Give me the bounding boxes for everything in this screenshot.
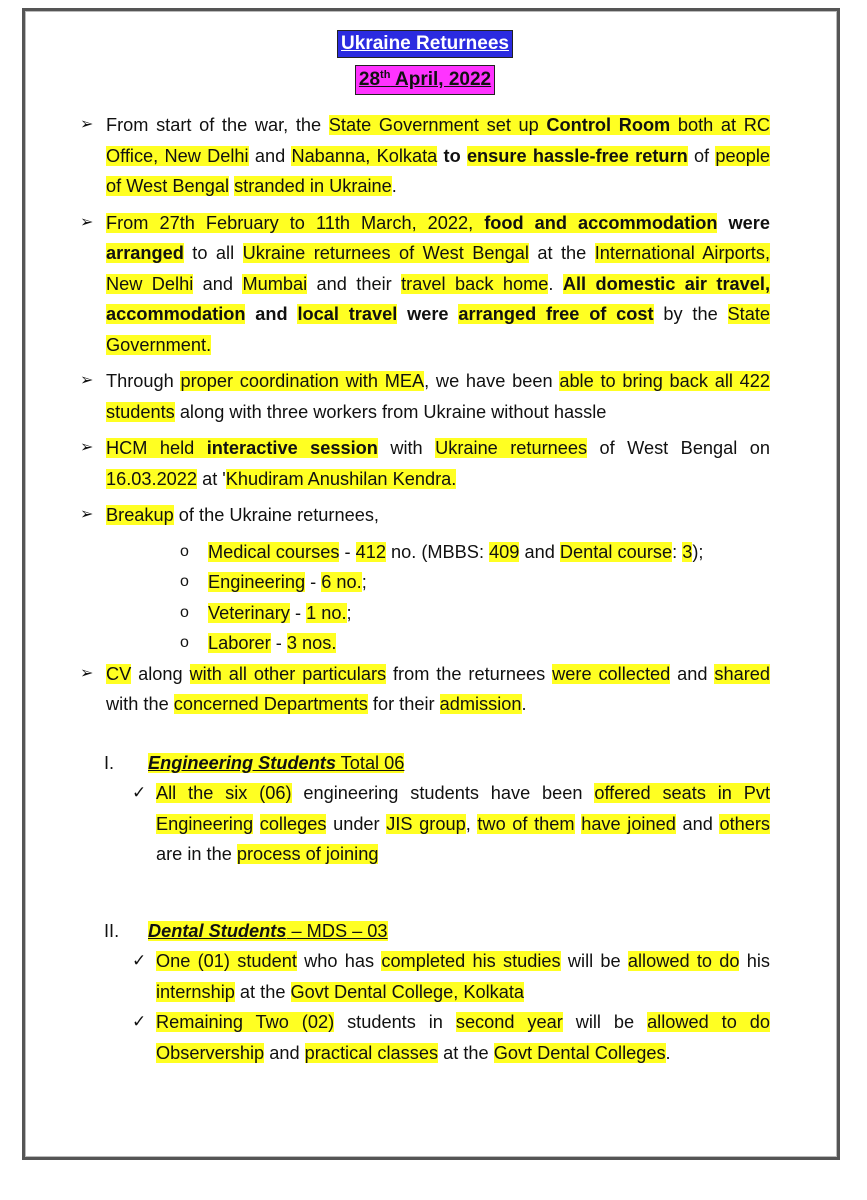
text-run: offered seats in Pvt Engineering xyxy=(156,783,770,834)
arrow-bullet-icon: ➢ xyxy=(80,439,94,456)
sections xyxy=(80,748,770,1069)
text-run: at the xyxy=(528,243,595,263)
bullet-item xyxy=(80,208,770,361)
text-run: Nabanna, Kolkata xyxy=(291,145,438,166)
text-run: 3 nos. xyxy=(286,633,337,653)
text-run: Ukraine returnees of West Bengal xyxy=(242,243,529,263)
text-run: 3 xyxy=(682,541,693,562)
bullet-item xyxy=(80,433,770,494)
text-run: ensure hassle-free return xyxy=(466,145,688,166)
text-run: 6 no. xyxy=(321,572,362,592)
text-run: by the xyxy=(653,304,728,324)
text-run: , we have been xyxy=(424,371,560,391)
checkmark-icon: ✓ xyxy=(132,1012,147,1031)
text-run: Breakup xyxy=(106,505,174,525)
text-run: - xyxy=(289,602,307,623)
text-run: allowed to do Observership xyxy=(156,1012,770,1063)
check-item xyxy=(80,1007,770,1068)
text-run: All the six (06) xyxy=(156,783,292,803)
text-run: and xyxy=(675,813,720,834)
text-run: ; xyxy=(361,572,367,592)
text-run: ); xyxy=(692,541,704,562)
text-run: ; xyxy=(346,602,352,623)
text-run: no. (MBBS: xyxy=(385,541,490,562)
breakup-item xyxy=(180,537,770,568)
text-run: with all other particulars xyxy=(189,663,387,684)
text-run: both at RC Office, New Delhi xyxy=(106,115,771,166)
text-run: All domestic air travel, xyxy=(562,273,771,294)
bullet-item xyxy=(80,110,770,202)
check-item xyxy=(80,778,770,870)
cv-bullet-wrap xyxy=(80,659,770,720)
text-run: allowed to do xyxy=(627,951,740,971)
document-body xyxy=(80,28,770,1068)
checkmark-icon: ✓ xyxy=(132,783,147,802)
text-run: engineering students have been xyxy=(291,783,595,803)
document-date xyxy=(355,65,495,95)
breakup-list xyxy=(80,537,770,659)
text-run: From 27th February to 11th March, 2022, xyxy=(106,212,485,233)
text-run: process of joining xyxy=(236,844,379,864)
text-run: of West Bengal on xyxy=(587,438,770,458)
text-run: will be xyxy=(562,1012,648,1032)
text-run: colleges xyxy=(259,813,327,834)
text-run: - xyxy=(339,541,356,562)
text-run: students in xyxy=(334,1012,456,1032)
text-run: along with three workers from Ukraine without hassle xyxy=(174,401,607,422)
section-numeral: II. xyxy=(104,920,120,941)
text-run: Medical courses xyxy=(208,541,340,562)
text-run: HCM held xyxy=(106,438,207,458)
text-run: people of West Bengal xyxy=(106,145,770,196)
bullet-text xyxy=(106,371,770,422)
text-run: Engineering xyxy=(208,572,306,592)
text-run: 16.03.2022 xyxy=(106,468,198,489)
date-rest: April, 2022 xyxy=(390,69,492,90)
text-run: . xyxy=(521,694,527,714)
text-run: at the xyxy=(438,1042,494,1063)
circle-bullet-icon: o xyxy=(180,542,189,560)
text-run: arranged free of cost xyxy=(458,304,654,324)
text-run: Remaining Two (02) xyxy=(156,1012,335,1032)
text-run: and xyxy=(519,541,560,562)
text-run: to all xyxy=(183,243,243,263)
section-heading xyxy=(80,748,770,779)
checkmark-icon: ✓ xyxy=(132,951,147,970)
breakup-item xyxy=(180,567,770,598)
text-run: One (01) student xyxy=(156,951,297,971)
text-run: and their xyxy=(307,273,402,294)
text-run: CV xyxy=(106,663,132,684)
text-run: Ukraine returnees xyxy=(435,438,588,458)
text-run: will be xyxy=(560,951,628,971)
text-run: . xyxy=(665,1042,671,1063)
text-run: Govt Dental Colleges xyxy=(493,1042,666,1063)
text-run: Through xyxy=(106,371,181,391)
text-run: Govt Dental College, Kolkata xyxy=(290,981,525,1002)
text-run: his xyxy=(739,951,770,971)
text-run: accommodation xyxy=(106,304,246,324)
text-run: – MDS – 03 xyxy=(286,920,388,941)
circle-bullet-icon: o xyxy=(180,603,189,621)
bullet-item xyxy=(80,366,770,427)
text-run: others xyxy=(719,813,771,834)
bullet-text xyxy=(106,438,770,489)
text-run: of xyxy=(687,145,716,166)
text-run: . xyxy=(548,273,563,294)
check-item xyxy=(80,946,770,1007)
text-run: were xyxy=(717,212,770,233)
text-run: practical classes xyxy=(304,1042,439,1063)
date-suffix: th xyxy=(380,69,391,81)
text-run: - xyxy=(270,633,287,653)
text-run: local travel xyxy=(297,304,398,324)
text-run: with the xyxy=(106,694,174,714)
text-run: 412 xyxy=(355,541,386,562)
text-run: State Government set up xyxy=(328,115,547,135)
arrow-bullet-icon: ➢ xyxy=(80,116,94,133)
text-run: with xyxy=(377,438,436,458)
text-run: proper coordination with MEA xyxy=(180,371,425,391)
text-run: interactive session xyxy=(206,438,378,458)
bullet-item xyxy=(80,500,770,531)
breakup-item xyxy=(180,628,770,659)
text-run: two of them xyxy=(477,813,575,834)
bullet-text xyxy=(106,213,770,355)
text-run: International Airports, New Delhi xyxy=(106,243,770,294)
text-run: from the returnees xyxy=(386,663,553,684)
text-run: Total 06 xyxy=(335,752,405,773)
text-run: JIS group xyxy=(386,813,466,834)
text-run: and xyxy=(264,1042,305,1063)
text-run: Engineering Students xyxy=(148,752,336,773)
text-run: are in the xyxy=(156,844,237,864)
breakup-item xyxy=(180,598,770,629)
text-run: able to bring back all 422 students xyxy=(106,371,770,422)
text-run: Control Room xyxy=(546,115,671,135)
text-run: under xyxy=(326,813,387,834)
date-wrap xyxy=(80,62,770,110)
text-run: to xyxy=(437,145,467,166)
section-numeral: I. xyxy=(104,752,115,773)
text-run: completed his studies xyxy=(381,951,561,971)
text-run: Veterinary xyxy=(208,602,290,623)
text-run: stranded in Ukraine xyxy=(234,176,392,196)
bullet-list xyxy=(80,110,770,531)
arrow-bullet-icon: ➢ xyxy=(80,664,94,682)
text-run: concerned Departments xyxy=(173,694,368,714)
text-run: Laborer xyxy=(208,633,271,653)
text-run: 1 no. xyxy=(306,602,347,623)
circle-bullet-icon: o xyxy=(180,573,189,590)
text-run: Mumbai xyxy=(242,273,308,294)
bullet-text xyxy=(106,505,379,525)
text-run: travel back home xyxy=(401,273,549,294)
text-run: and xyxy=(670,663,715,684)
text-run: at ' xyxy=(197,468,226,489)
date-day: 28 xyxy=(358,69,381,90)
document-title: Ukraine Returnees xyxy=(337,30,513,58)
text-run: . xyxy=(391,176,397,196)
text-run xyxy=(253,814,260,834)
text-run: State Government. xyxy=(106,304,770,355)
section-heading xyxy=(80,916,770,947)
text-run: for their xyxy=(367,694,440,714)
text-run: internship xyxy=(156,981,235,1002)
text-run: of the Ukraine returnees, xyxy=(173,505,379,525)
text-run: along xyxy=(131,663,190,684)
text-run: Khudiram Anushilan Kendra. xyxy=(225,468,457,489)
text-run: food and accommodation xyxy=(484,212,718,233)
circle-bullet-icon: o xyxy=(180,634,189,651)
text-run: , xyxy=(465,813,478,834)
text-run: 409 xyxy=(489,541,520,562)
arrow-bullet-icon: ➢ xyxy=(80,213,94,231)
title-wrap xyxy=(80,28,770,62)
arrow-bullet-icon: ➢ xyxy=(80,372,94,389)
text-run: were collected xyxy=(552,663,671,684)
text-run: shared xyxy=(714,663,770,684)
text-run: - xyxy=(305,572,322,592)
text-run: and xyxy=(248,145,292,166)
text-run: Dental course xyxy=(559,541,673,562)
text-run: and xyxy=(193,273,243,294)
text-run: have joined xyxy=(581,813,676,834)
text-run: who has xyxy=(296,951,382,971)
text-run: From start of the war, the xyxy=(106,115,329,135)
bullet-text xyxy=(106,664,770,715)
text-run: were xyxy=(397,304,459,324)
text-run: second year xyxy=(455,1012,563,1032)
text-run: Dental Students xyxy=(148,920,287,941)
text-run: at the xyxy=(234,981,291,1002)
text-run: arranged xyxy=(106,243,184,263)
bullet-text xyxy=(106,115,770,196)
text-run: : xyxy=(672,541,683,562)
bullet-item xyxy=(80,659,770,720)
arrow-bullet-icon: ➢ xyxy=(80,506,94,523)
text-run: and xyxy=(245,304,298,324)
text-run: admission xyxy=(439,694,522,714)
